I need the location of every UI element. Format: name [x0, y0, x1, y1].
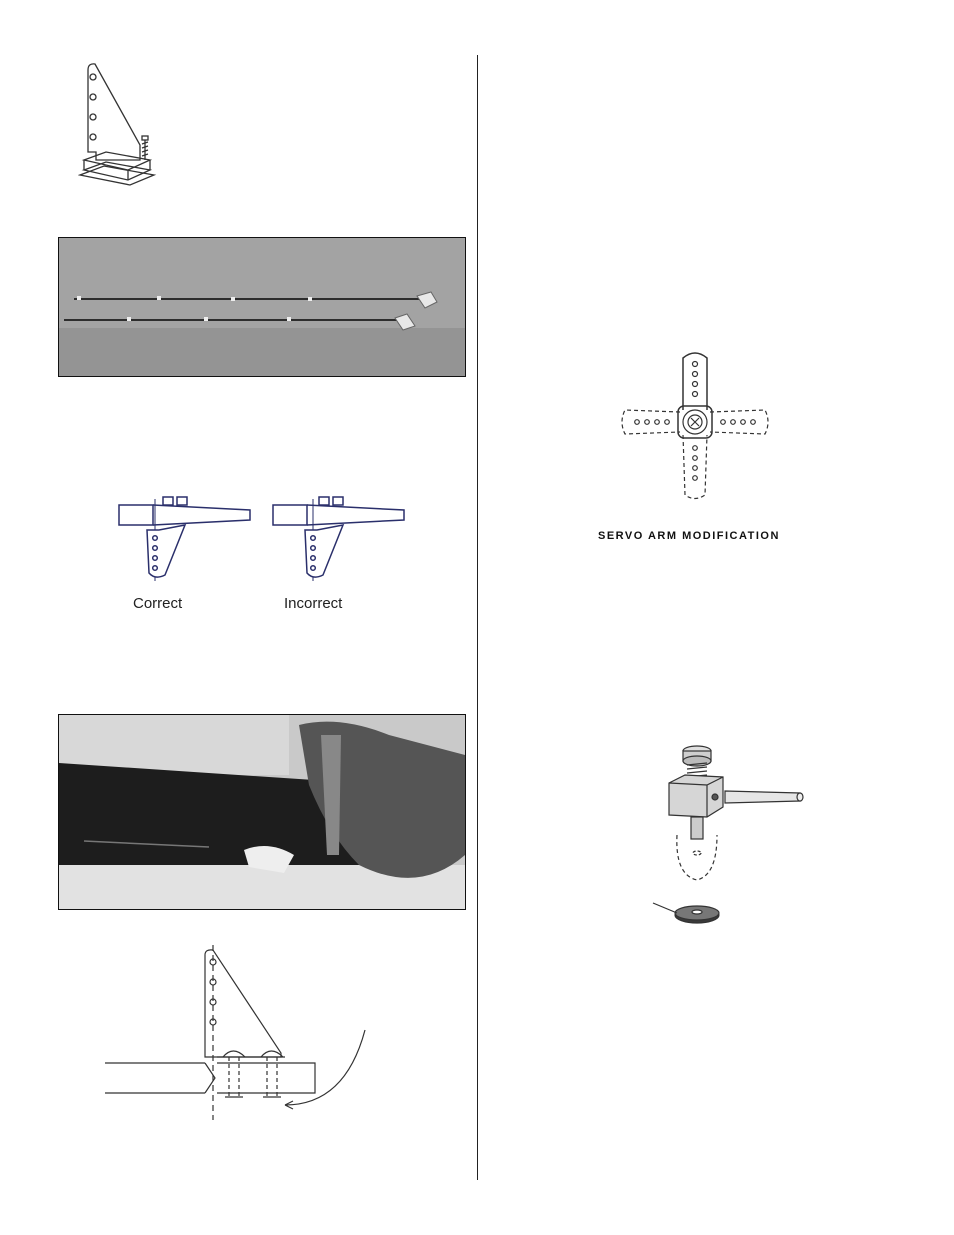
pushrod-connector-drawing — [645, 745, 810, 935]
hinge-alignment-diagram — [115, 485, 410, 585]
hinge-line-drawing — [105, 945, 385, 1120]
control-horn-install-photo — [58, 714, 466, 910]
correct-label: Correct — [133, 595, 183, 612]
servo-arm-drawing — [615, 350, 775, 500]
column-divider — [477, 55, 478, 1180]
servo-arm-caption: SERVO ARM MODIFICATION — [598, 530, 780, 542]
control-horn-drawing — [78, 60, 178, 195]
pushrods-illustration — [59, 238, 465, 376]
install-illustration — [59, 715, 465, 909]
incorrect-label: Incorrect — [284, 595, 343, 612]
pushrods-photo — [58, 237, 466, 377]
